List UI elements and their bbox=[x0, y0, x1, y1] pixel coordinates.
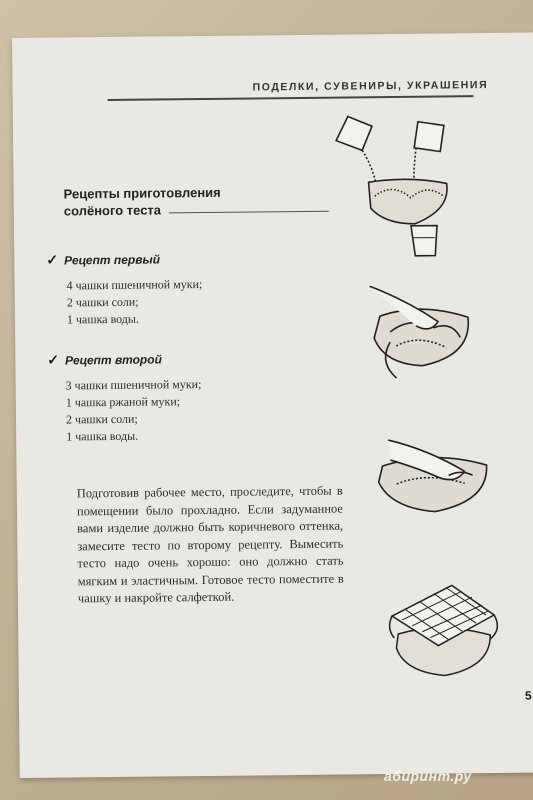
recipe-1-ingredients bbox=[67, 276, 203, 328]
running-header: ПОДЕЛКИ, СУВЕНИРЫ, УКРАШЕНИЯ bbox=[252, 79, 489, 94]
section-title bbox=[64, 184, 221, 220]
kneading-illustration bbox=[360, 281, 481, 392]
section-title-line1: Рецепты приготовления bbox=[63, 184, 221, 202]
covered-bowl-illustration bbox=[378, 581, 504, 682]
recipe-1-heading-text: Рецепт первый bbox=[63, 252, 161, 268]
watermark: абиринт.ру bbox=[384, 768, 472, 784]
ingredient: 2 чашки соли; bbox=[66, 294, 139, 310]
ingredient: 1 чашка воды. bbox=[66, 311, 140, 327]
header-rule bbox=[108, 95, 474, 100]
recipe-1-heading bbox=[46, 250, 160, 268]
ingredient: 4 чашки пшеничной муки; bbox=[66, 277, 203, 293]
recipe-2-ingredients bbox=[66, 376, 202, 445]
check-mark-icon: ✓ bbox=[47, 351, 60, 368]
check-mark-icon: ✓ bbox=[46, 251, 59, 268]
page-number: 5 bbox=[524, 688, 532, 703]
pouring-illustration bbox=[318, 111, 470, 263]
pressing-illustration bbox=[368, 435, 494, 536]
ingredient: 2 чашки соли; bbox=[65, 411, 138, 427]
section-title-line2: солёного теста bbox=[63, 202, 162, 219]
book-page bbox=[12, 33, 533, 778]
recipe-2-heading-text: Рецепт второй bbox=[65, 352, 162, 368]
ingredient: 1 чашка воды. bbox=[66, 428, 139, 444]
recipe-2-heading bbox=[47, 350, 162, 368]
ingredient: 1 чашка ржаной муки; bbox=[65, 394, 181, 410]
instructions-paragraph: Подготовив рабочее место, проследите, чтобы в помещении было прохладно. Если задуманное вами изделие должно быть коричневого оттенка, замесите тесто по второму рецепту. Вымесить тесто надо очень хорошо: оно должно стать мягким и эластичным. Готовое тесто поместите в чашку и накройте салфеткой. bbox=[76, 483, 344, 606]
ingredient: 3 чашки пшеничной муки; bbox=[65, 377, 202, 393]
